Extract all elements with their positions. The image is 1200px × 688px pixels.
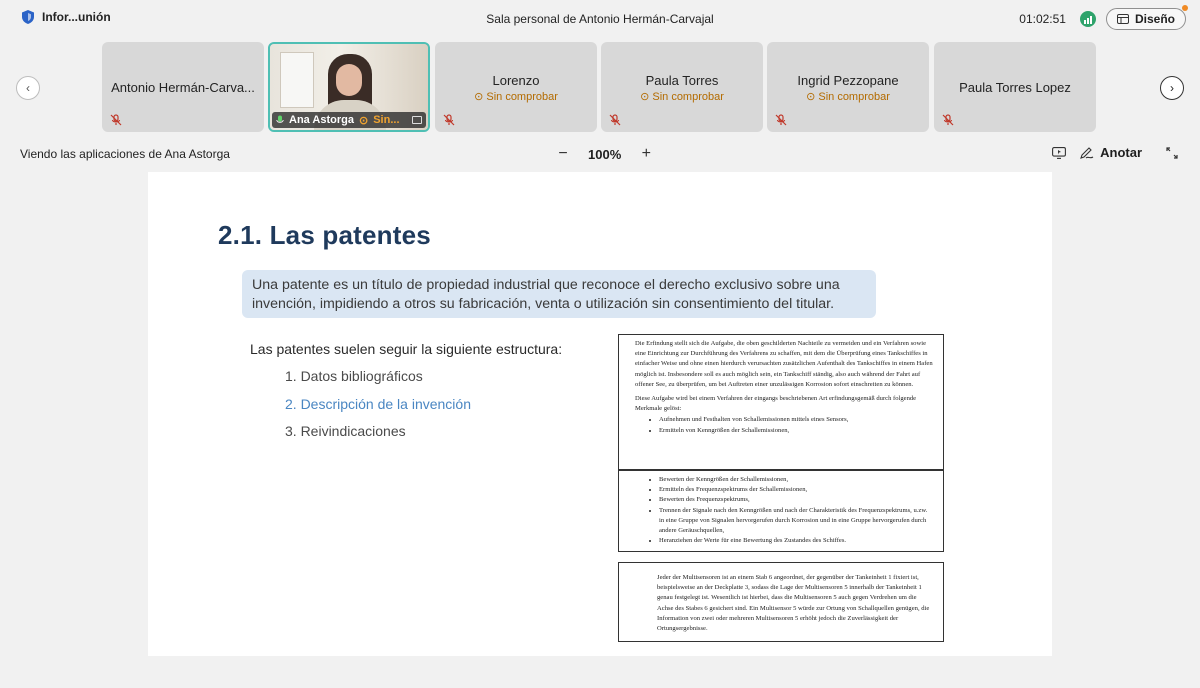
pen-icon [1080,147,1094,159]
patent-excerpt-3: Jeder der Multisensoren ist an einem Stab 6 angeordnet, der gegenüber der Tankeinheit 1 fixiert ist, beispielsweise an der Deckplatte 3, sodass die Lage der Multisensoren 5 innerhalb der Tankeinheit 1 genau festgelegt ist. Wesentlich ist hierbei, dass die Multisensoren 5 auch gegen Verdrehen um die Achse des Stabes 6 gesichert sind. Ein Multisensor 5 würde zur Ortung von Schallquellen genügen, die Information von zwei oder mehreren Multisensoren 5 erhöht jedoch die Zuverlässigkeit der Ortungsergebnisse. [618,562,944,642]
slide-title: 2.1. Las patentes [218,220,431,250]
zoom-in-button[interactable]: + [641,145,651,162]
list-item: 3. Reivindicaciones [285,423,406,439]
participant-status: ⊙ Sin comprobar [640,91,724,103]
excerpt-list-item: • Aufnehmen und Festhalten von Schallemissionen mittels eines Sensors, [659,415,933,425]
excerpt-paragraph: Die Erfindung stellt sich die Aufgabe, die oben geschilderten Nachteile zu vermeiden und ein Verfahren sowie eine Einrichtung zur Durchführung des Verfahrens zu schaffen, mit dem die Überprüfung eines Tankschiffes in einfacher Weise und ohne einen hierdurch verursachten zusätzlichen Aufenthalt des Tankschiffes in einem Hafen möglich ist. Insbesondere soll es auch möglich sein, ein Tankschiff ständig, also auch während der Fahrt auf offener See, zu überprüfen, um bei Auftreten einer unzulässigen Korrosion sofort einschreiten zu können. [635,340,933,388]
excerpt-list-item: • Bewerten des Frequenzspektrums, [659,495,933,505]
mic-muted-icon [443,114,455,126]
shared-slide [148,172,1052,656]
structure-intro: Las patentes suelen seguir la siguiente estructura: [250,341,563,357]
participant-name: Paula Torres Lopez [959,80,1071,95]
zoom-level: 100% [588,146,622,162]
mic-muted-icon [609,114,621,126]
prev-participants-button[interactable] [16,76,40,100]
mic-muted-icon [942,114,954,126]
participant-tile-paula-torres-lopez[interactable] [934,42,1096,132]
participant-tile-ingrid[interactable] [767,42,929,132]
status-icon: ⊙ [359,114,369,127]
connection-signal-icon[interactable] [1080,11,1096,27]
status-icon: ⊙ [640,91,650,103]
participant-status: Sin... [373,114,400,126]
excerpt-list-item: • Ermitteln von Kenngrößen der Schallemissionen, [659,426,933,436]
meeting-title: Sala personal de Antonio Hermán-Carvajal [486,12,714,26]
layout-icon [1117,14,1129,24]
title-bar [0,0,1200,36]
participant-status: ⊙ Sin comprobar [474,91,558,103]
video-background-window [280,52,314,108]
design-button[interactable] [1106,8,1186,30]
participant-status: ⊙ Sin comprobar [806,91,890,103]
excerpt-paragraph: Diese Aufgabe wird bei einem Verfahren der eingangs beschriebenen Art erfindungsgemäß durch folgende Merkmale gelöst: [635,395,917,413]
participant-tile-antonio[interactable] [102,42,264,132]
structure-list [285,368,471,451]
chevron-left-icon: ‹ [26,81,30,95]
chevron-right-icon: › [1170,81,1174,95]
status-icon: ⊙ [806,91,816,103]
mic-active-icon [276,115,284,125]
share-toolbar [0,140,1200,168]
video-person-face [336,64,362,96]
list-item: 1. Datos bibliográficos [285,368,423,384]
remote-control-icon[interactable] [1052,147,1066,159]
mic-muted-icon [775,114,787,126]
patent-excerpt-1 [618,334,944,470]
participant-tile-paula-torres[interactable] [601,42,763,132]
annotate-label: Anotar [1100,145,1142,160]
patent-excerpt-2 [618,470,944,552]
participant-name: Ingrid Pezzopane [797,73,899,88]
notification-dot [1182,5,1188,11]
meeting-timer: 01:02:51 [1019,12,1066,26]
design-button-label: Diseño [1134,12,1175,26]
participant-name: Paula Torres [645,73,719,88]
list-item-highlighted: 2. Descripción de la invención [285,395,471,412]
video-name-label [272,112,426,128]
zoom-out-button[interactable]: − [558,145,568,162]
next-participants-button[interactable] [1160,76,1184,100]
excerpt-list-item: • Trennen der Signale nach den Kenngrößen und nach der Charakteristik des Frequenzspektrums, u.zw. in eine Gruppe von Signalen hervorgerufen durch Korrosion und in eine Gruppe hervorgerufen durch andere Geräuschquellen, [659,506,933,537]
viewing-label: Viendo las aplicaciones de Ana Astorga [20,147,230,161]
participant-tile-ana-video[interactable] [268,42,430,132]
participant-name: Ana Astorga [289,114,354,126]
participant-name: Antonio Hermán-Carva... [111,80,255,95]
status-icon: ⊙ [474,91,484,103]
fullscreen-icon[interactable] [1166,147,1178,159]
mic-muted-icon [110,114,122,126]
excerpt-list-item: • Heranziehen der Werte für eine Bewertung des Zustandes des Schiffes. [659,536,933,546]
meeting-info-label: Infor...unión [42,10,111,24]
zoom-controls [556,145,653,163]
excerpt-list-item: • Ermitteln des Frequenzspektrums der Schallemissionen, [659,485,933,495]
excerpt-list-item: • Bewerten der Kenngrößen der Schallemissionen, [659,475,933,485]
participant-name: Lorenzo [492,73,540,88]
screen-share-icon [412,116,422,124]
definition-callout: Una patente es un título de propiedad industrial que reconoce el derecho exclusivo sobre una invención, impidiendo a otros su fabricación, venta o utilización sin consentimiento del titular. [242,270,876,318]
participant-tile-lorenzo[interactable] [435,42,597,132]
annotate-button[interactable] [1080,145,1142,160]
